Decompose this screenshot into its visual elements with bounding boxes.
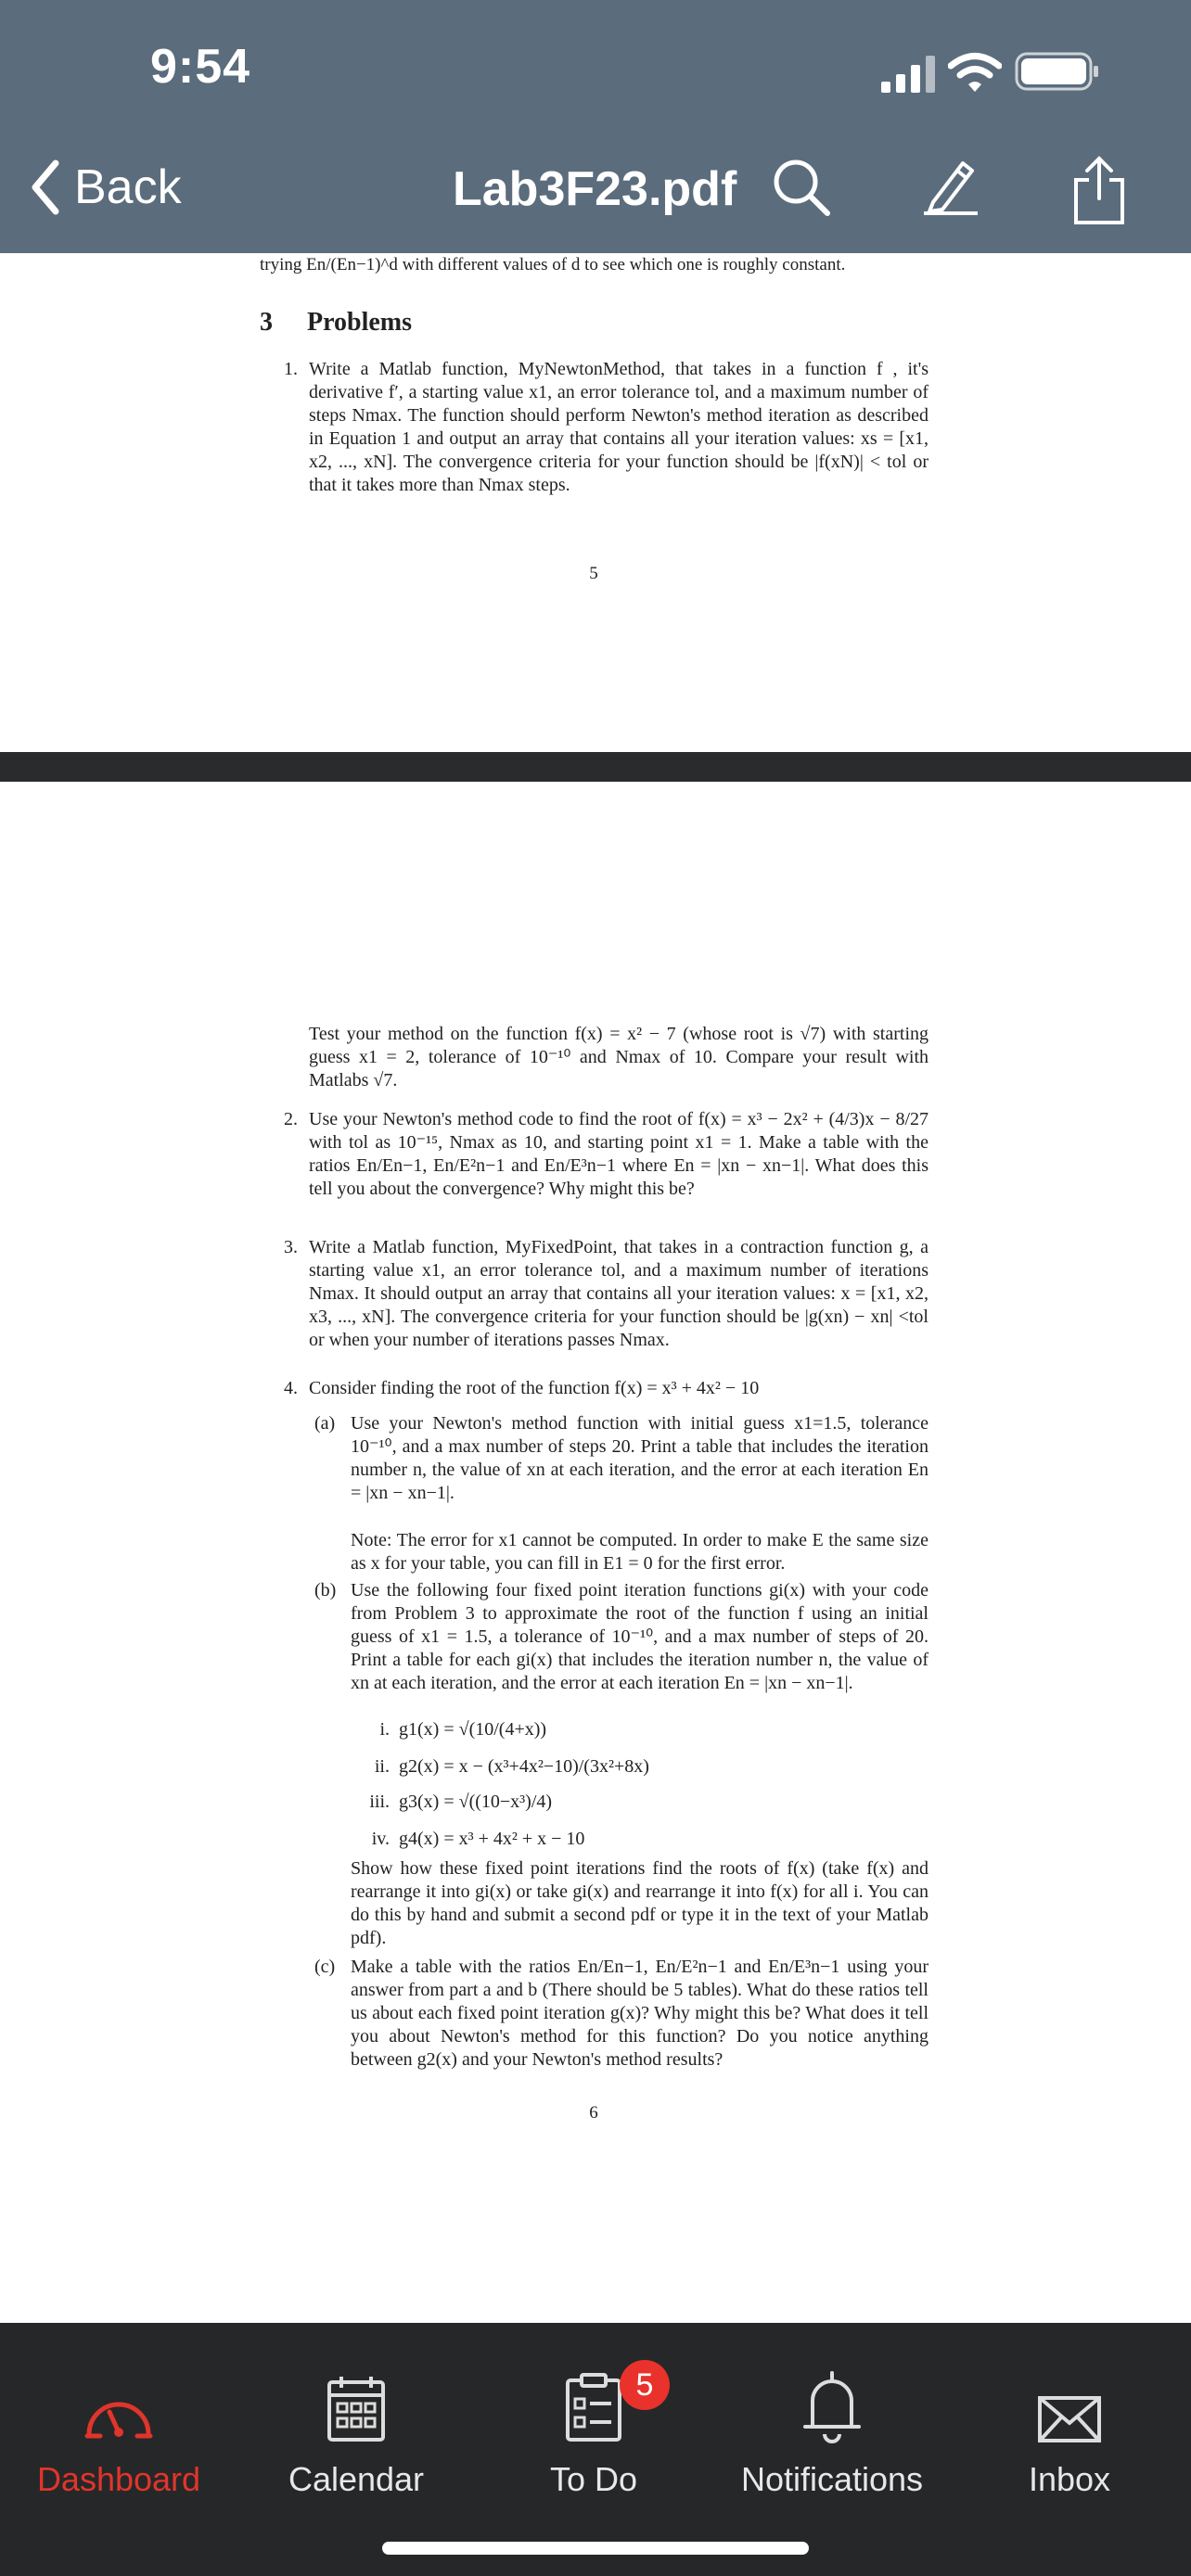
item-number: 3. <box>284 1237 298 1257</box>
formula: g1(x) = √(10/(4+x)) <box>399 1719 547 1740</box>
app-header <box>0 0 1191 253</box>
item-number: 1. <box>284 359 298 379</box>
tab-label: Inbox <box>1028 2460 1111 2498</box>
list-label: iv. <box>371 1829 390 1849</box>
subitem-label: (c) <box>314 1957 336 1977</box>
todo-count-badge: 5 <box>620 2360 670 2410</box>
problem-text: Consider finding the root of the function f(x) = x³ + 4x² − 10 <box>309 1378 760 1398</box>
tab-calendar[interactable] <box>245 2360 467 2499</box>
formula: g3(x) = √((10−x³)/4) <box>399 1792 553 1812</box>
subitem-label: (b) <box>314 1580 337 1600</box>
tab-label: Notifications <box>740 2460 924 2498</box>
envelope-icon <box>1037 2395 1102 2443</box>
item-number: 4. <box>284 1378 298 1398</box>
subitem-text: Make a table with the ratios En/En−1, En/E²n−1 and En/E³n−1 using your answer from part a and b (There should be 5 tables). What do these ratios tell us about each fixed point iteration g(x)? Why might this be? What does it tell you about Newton's method for this function? Do you notice anything between g2(x) and your Newton's method results? <box>351 1957 928 2070</box>
bell-icon <box>800 2369 864 2443</box>
list-label: iii. <box>369 1792 390 1812</box>
list-label: i. <box>379 1719 390 1740</box>
todo-clipboard-icon <box>565 2371 622 2443</box>
status-icons <box>881 48 1100 93</box>
chevron-left-icon <box>30 159 61 215</box>
pen-annotate-icon[interactable] <box>920 156 981 217</box>
battery-icon <box>1015 50 1100 93</box>
text-line: trying En/(En−1)^d with different values of d to see which one is roughly constant. <box>260 255 846 274</box>
problem-text: Write a Matlab function, MyFixedPoint, that takes in a contraction function g, a starting value x1, an error tolerance tol, and a maximum number of iterations Nmax. It should output an array that contains all your iteration values: x = [x1, x2, x3, ..., xN]. The convergence criteria for your function should be |g(xn) − xn| <tol or when your number of iterations passes Nmax. <box>309 1237 928 1350</box>
problem-text: Use your Newton's method code to find the root of f(x) = x³ − 2x² + (4/3)x − 8/27 with tol as 10⁻¹⁵, Nmax as 10, and starting point x1 = 1. Make a table with the ratios En/En−1, En/E²n−1 and En/E³n−1 where En = |xn − xn−1|. What does this tell you about the convergence? Why might this be? <box>309 1109 928 1199</box>
list-label: ii. <box>374 1756 390 1777</box>
page-number: 6 <box>589 2103 598 2123</box>
home-indicator[interactable] <box>382 2542 809 2555</box>
tab-label: Calendar <box>288 2460 425 2498</box>
search-icon[interactable] <box>770 156 831 217</box>
document-title: Lab3F23.pdf <box>453 162 737 216</box>
item-number: 2. <box>284 1109 298 1129</box>
problem-text: Write a Matlab function, MyNewtonMethod, that takes in a function f , it's derivative f′, a starting value x1, an error tolerance tol, and a maximum number of steps Nmax. The function should perform Newton's method iteration as described in Equation 1 and output an array that contains all your iteration values: xs = [x1, x2, ..., xN]. The convergence criteria for your function should be |f(xN)| < tol or that it takes more than Nmax steps. <box>309 359 928 495</box>
tab-bar <box>0 2323 1191 2576</box>
tab-dashboard[interactable] <box>7 2360 230 2499</box>
subitem-text: Use your Newton's method function with initial guess x1=1.5, tolerance 10⁻¹⁰, and a max number of steps 20. Print a table that includes the iteration number n, the value of xn at each iteration, and the error at each iteration En = |xn − xn−1|. <box>351 1413 928 1503</box>
share-icon[interactable] <box>1069 156 1130 226</box>
section-number: 3 <box>260 308 273 337</box>
subitem-text: Use the following four fixed point iteration functions gi(x) with your code from Problem 3 to approximate the root of the function f using an initial guess of x1 = 1.5, a tolerance of 10⁻¹⁰, and a max number of steps of 20. Print a table for each gi(x) that includes the iteration number n, the value of xn at each iteration, and the error at each iteration En = |xn − xn−1|. <box>351 1580 928 1693</box>
section-title: Problems <box>307 308 413 337</box>
wifi-icon <box>948 52 1002 93</box>
tab-label: To Do <box>549 2460 638 2498</box>
pdf-viewer[interactable] <box>0 253 1191 2323</box>
dashboard-gauge-icon <box>82 2388 156 2443</box>
formula: g4(x) = x³ + 4x² + x − 10 <box>399 1829 585 1849</box>
back-button[interactable] <box>30 159 182 215</box>
subitem-label: (a) <box>314 1413 336 1434</box>
tab-notifications[interactable] <box>721 2360 943 2499</box>
tab-inbox[interactable] <box>958 2360 1181 2499</box>
formula: g2(x) = x − (x³+4x²−10)/(3x²+8x) <box>399 1756 649 1777</box>
subitem-text: Show how these fixed point iterations find the roots of f(x) (take f(x) and rearrange it into gi(x) or take gi(x) and rearrange it into f(x) for all i. You can do this by hand and submit a second pdf or type it in the text of your Matlab pdf). <box>351 1858 928 1948</box>
tab-todo[interactable] <box>482 2360 705 2499</box>
back-label: Back <box>74 160 182 214</box>
problem-text: Test your method on the function f(x) = x² − 7 (whose root is √7) with starting guess x1 = 2, tolerance of 10⁻¹⁰ and Nmax of 10. Compare your result with Matlabs √7. <box>309 1024 928 1090</box>
calendar-icon <box>327 2373 386 2443</box>
pdf-page-5 <box>0 253 1191 752</box>
pdf-page-6 <box>0 782 1191 2323</box>
page-number: 5 <box>589 564 598 583</box>
cellular-signal-icon <box>881 56 935 93</box>
tab-label: Dashboard <box>36 2460 201 2498</box>
status-time: 9:54 <box>150 40 251 94</box>
subitem-note: Note: The error for x1 cannot be computed. In order to make E the same size as x for your table, you can fill in E1 = 0 for the first error. <box>351 1530 928 1574</box>
